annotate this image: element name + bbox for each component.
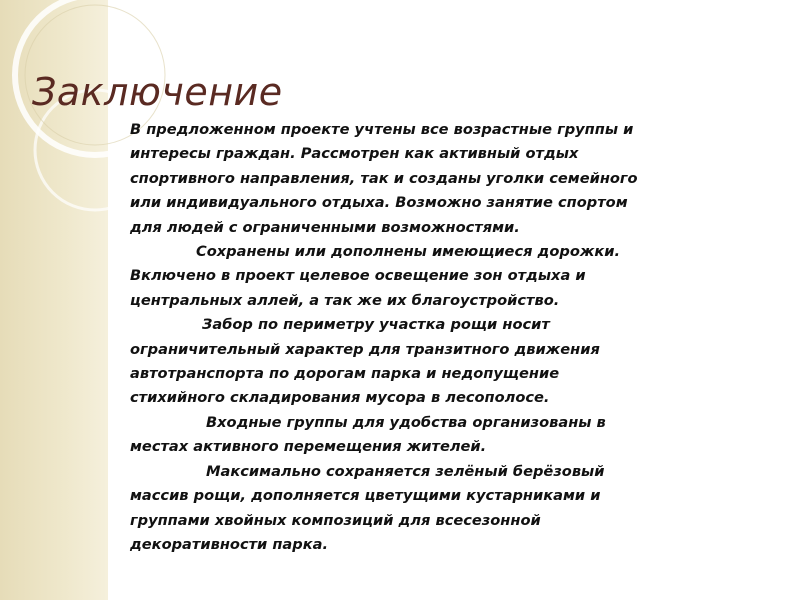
text-line: или индивидуального отдыха. Возможно занятие спортом bbox=[130, 194, 628, 212]
text-line: декоративности парка. bbox=[130, 535, 329, 553]
text-line: местах активного перемещения жителей. bbox=[130, 438, 487, 456]
text-line: В предложенном проекте учтены все возрастные группы и bbox=[130, 121, 634, 138]
text-line: группами хвойных композиций для всесезонной bbox=[130, 511, 541, 529]
text-line: массив рощи, дополняется цветущими кустарниками и bbox=[130, 487, 601, 505]
text-line: стихийного складирования мусора в лесополосе. bbox=[130, 389, 550, 407]
text-line: автотранспорта по дорогам парка и недопущение bbox=[130, 365, 560, 383]
text-line: ограничительный характер для транзитного движения bbox=[130, 340, 600, 358]
text-line: центральных аллей, а так же их благоустройство. bbox=[130, 291, 560, 309]
text-line: спортивного направления, так и созданы уголки семейного bbox=[130, 169, 638, 187]
text-line: Максимально сохраняется зелёный берёзовый bbox=[206, 462, 605, 480]
text-line: для людей с ограниченными возможностями. bbox=[130, 218, 520, 236]
conclusion-text bbox=[130, 118, 730, 557]
text-line: Включено в проект целевое освещение зон отдыха и bbox=[130, 267, 586, 285]
text-line: Входные группы для удобства организованы в bbox=[206, 413, 606, 431]
text-line: Забор по периметру участка рощи носит bbox=[202, 316, 550, 334]
text-line: интересы граждан. Рассмотрен как активный отдых bbox=[130, 145, 579, 163]
text-line: Сохранены или дополнены имеющиеся дорожки. bbox=[196, 243, 621, 261]
slide-title: Заключение bbox=[32, 70, 283, 114]
